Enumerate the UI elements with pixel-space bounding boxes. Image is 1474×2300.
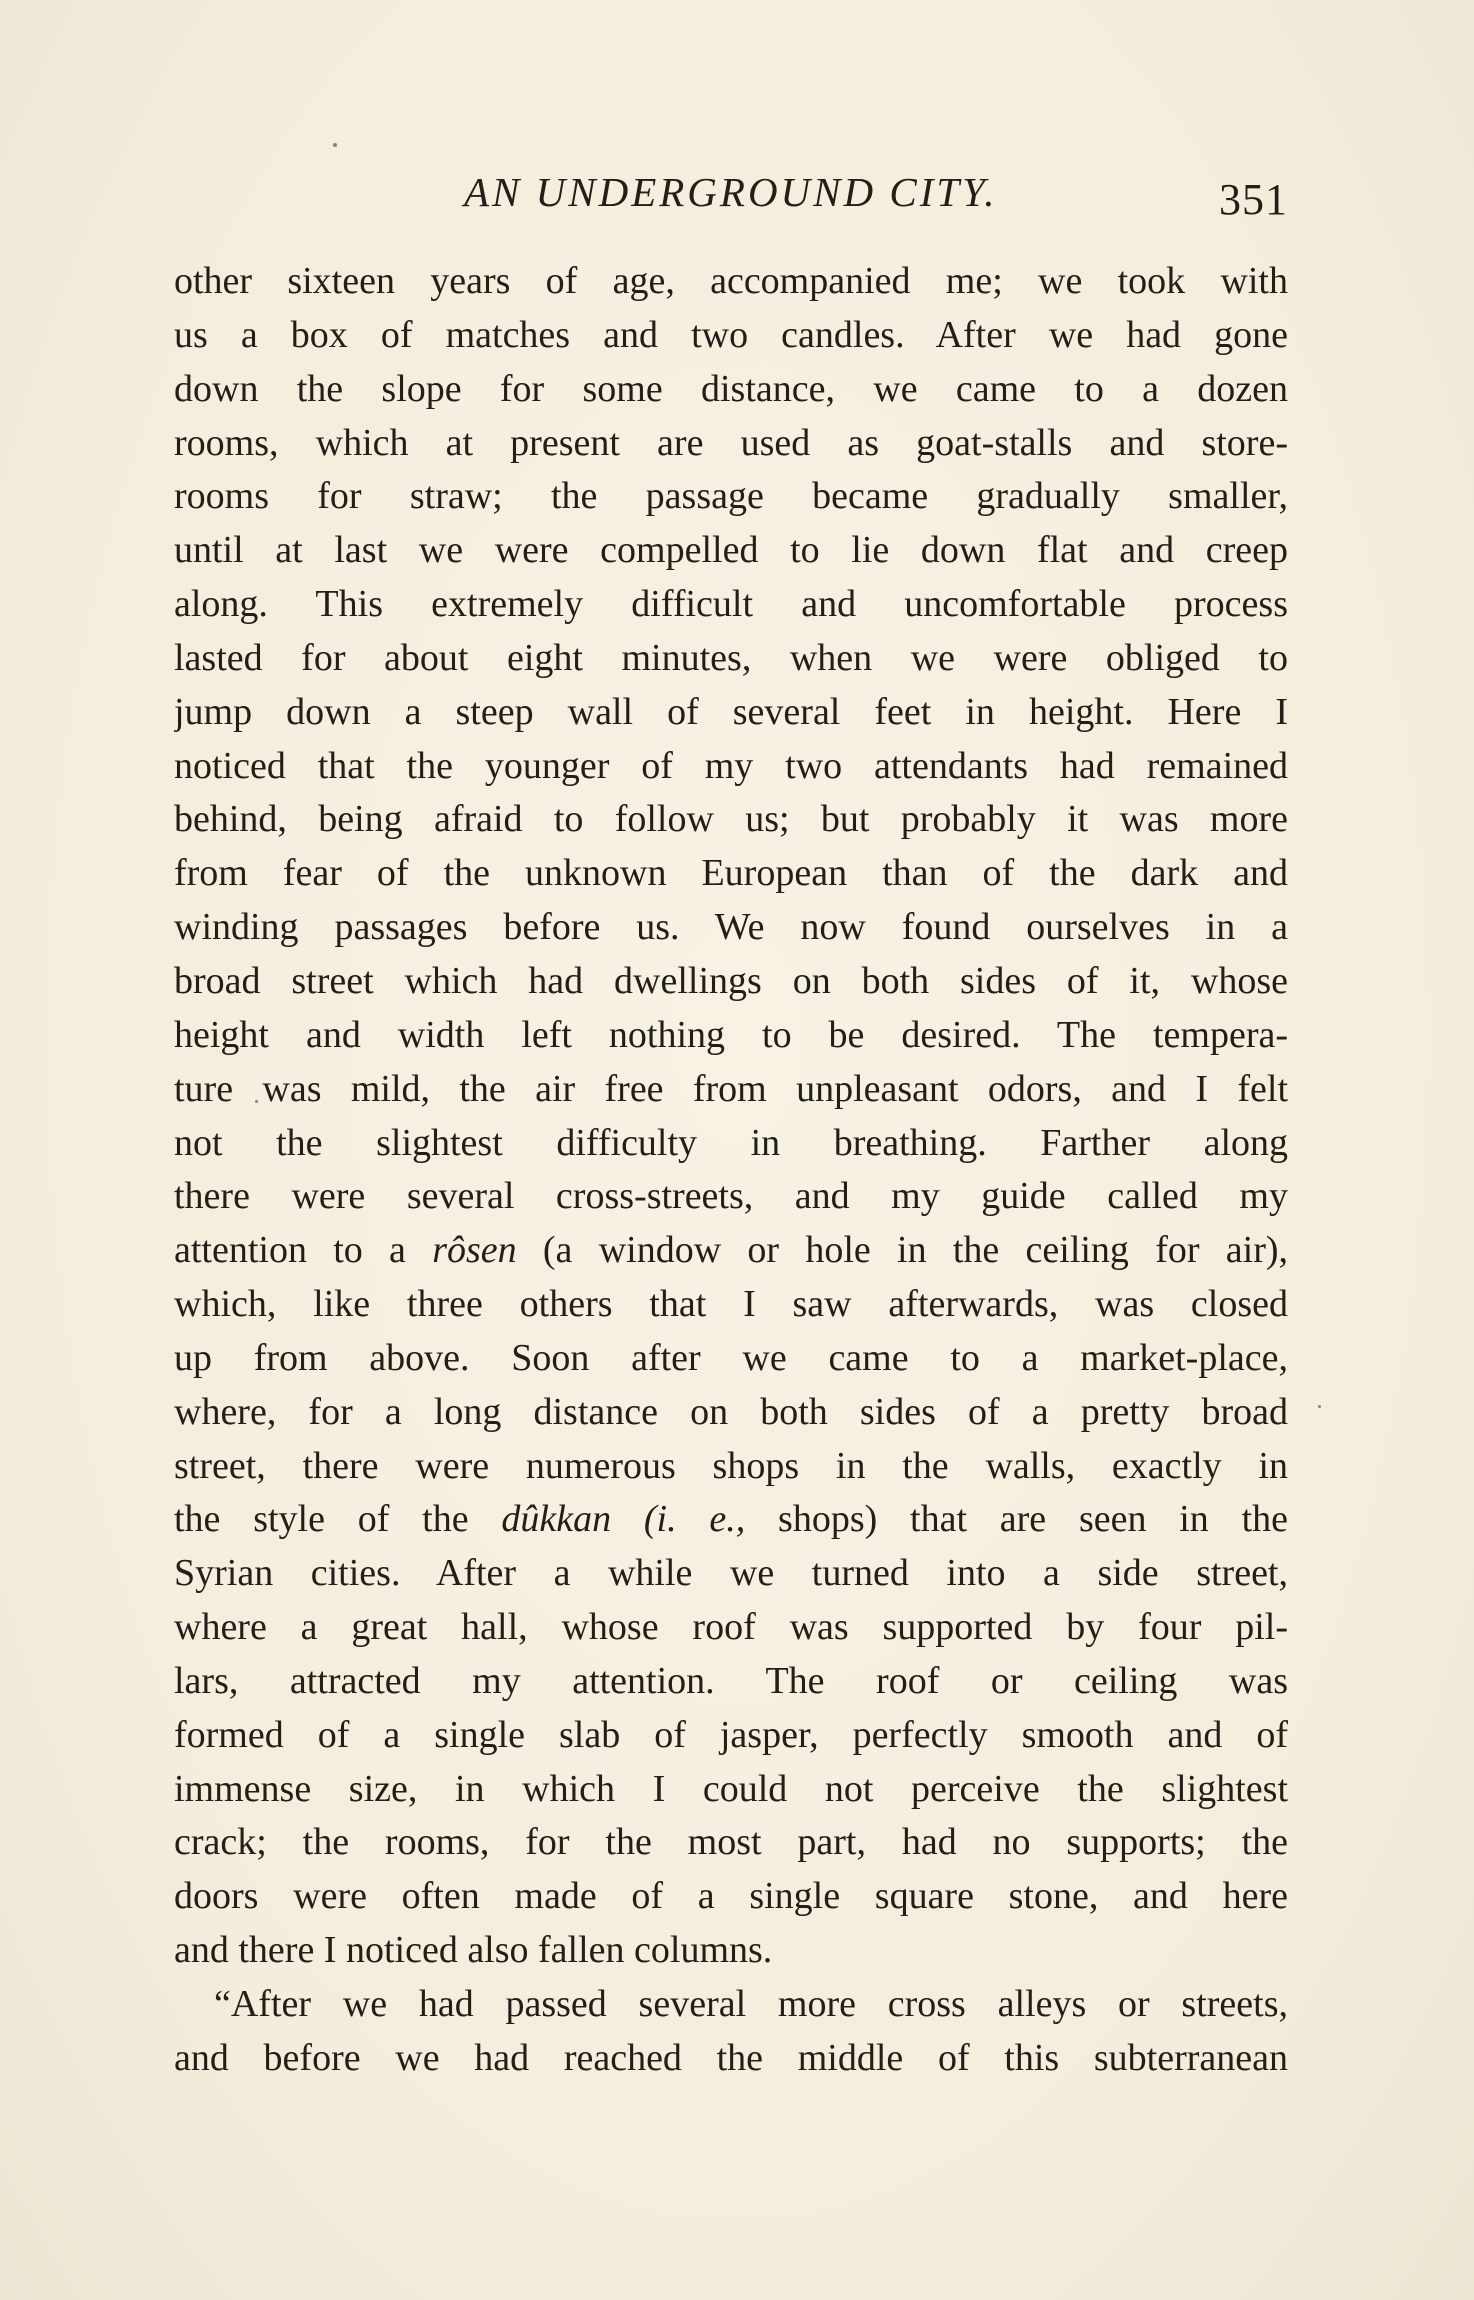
text-line: street, there were numerous shops in the walls, exactly in [174,1444,1288,1487]
text-line: lasted for about eight minutes, when we were obliged to [174,636,1288,679]
text-line: winding passages before us. We now found ourselves in a [174,906,1288,949]
text-line: along. This extremely difficult and uncomfortable process [174,583,1288,626]
text-line: doors were often made of a single square stone, and here [174,1875,1288,1918]
body-text [174,255,1288,2086]
running-title: AN UNDERGROUND CITY. [464,169,998,215]
paper-speck [1318,1405,1321,1408]
text-line: where a great hall, whose roof was supported by four pil- [174,1606,1288,1649]
text-line: down the slope for some distance, we came to a dozen [174,367,1288,410]
text-line: there were several cross-streets, and my guide called my [174,1175,1288,1218]
text-line: jump down a steep wall of several feet in height. Here I [174,690,1288,733]
text-line: crack; the rooms, for the most part, had no supports; the [174,1821,1288,1864]
paragraph-end-line: and there I noticed also fallen columns. [174,1929,773,1972]
text-line: noticed that the younger of my two attendants had remained [174,744,1288,787]
text-line: immense size, in which I could not perceive the slightest [174,1767,1288,1810]
text-line: and before we had reached the middle of this subterranean [174,2036,1288,2079]
text-line: rooms for straw; the passage became gradually smaller, [174,475,1288,518]
text-line: other sixteen years of age, accompanied me; we took with [174,260,1288,302]
text-line: behind, being afraid to follow us; but probably it was more [174,798,1288,841]
text-line: lars, attracted my attention. The roof or ceiling was [174,1659,1288,1702]
text-line: up from above. Soon after we came to a market-place, [174,1336,1288,1379]
text-run: attention to a [174,1229,433,1272]
text-line [174,1224,1288,1278]
text-line: us a box of matches and two candles. After we had gone [174,313,1288,356]
text-line: ture was mild, the air free from unpleasant odors, and I felt [174,1067,1288,1110]
italic-term-rosen: rôsen [432,1229,517,1272]
text-line: until at last we were compelled to lie down flat and creep [174,529,1288,572]
text-line: formed of a single slab of jasper, perfectly smooth and of [174,1713,1288,1756]
paragraph-start-line: “After we had passed several more cross alleys or streets, [214,1983,1288,2025]
italic-term-dukkan: dûkkan (i. e., [501,1498,746,1541]
text-line [174,1493,1288,1547]
text-line: height and width left nothing to be desired. The tempera- [174,1013,1288,1056]
paper-speck [333,143,337,147]
text-line: broad street which had dwellings on both sides of it, whose [174,959,1288,1002]
text-line: Syrian cities. After a while we turned into a side street, [174,1552,1288,1595]
page-number: 351 [1219,175,1288,224]
text-run: the style of the [174,1498,502,1541]
text-run: shops) that are seen in the [745,1498,1288,1541]
text-line: from fear of the unknown European than of the dark and [174,852,1288,895]
text-line: which, like three others that I saw afterwards, was closed [174,1283,1288,1326]
text-line: not the slightest difficulty in breathing. Farther along [174,1121,1288,1164]
text-line: rooms, which at present are used as goat-stalls and store- [174,421,1288,464]
text-run: (a window or hole in the ceiling for air), [516,1229,1288,1272]
text-line: where, for a long distance on both sides of a pretty broad [174,1390,1288,1433]
page-header [174,168,1288,228]
